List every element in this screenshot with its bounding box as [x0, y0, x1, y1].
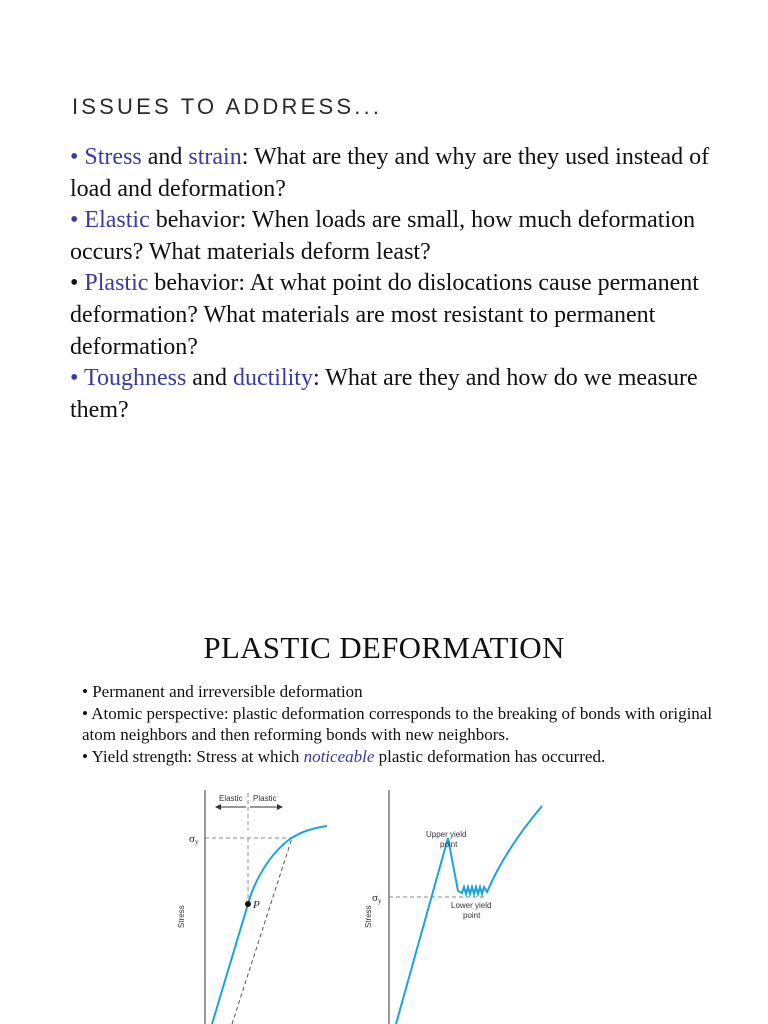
right-y-label: Stress: [364, 905, 373, 928]
issue-conjunction: and: [141, 144, 189, 170]
issue-bullet: •: [70, 144, 85, 170]
issue-bullet: •: [70, 207, 85, 234]
bullet-atomic: • Atomic perspective: plastic deformation corresponds to the breaking of bonds with original atom neighbors and then reforming bonds with new neighbors.: [82, 703, 713, 744]
term-stress: Stress: [84, 144, 142, 170]
bullet-yield-post: plastic deformation has occurred.: [374, 746, 606, 766]
upper-yield-label-line2: point: [440, 840, 458, 849]
left-sigma-label: σy: [189, 833, 199, 846]
term-plastic: Plastic: [84, 270, 149, 297]
term-toughness: Toughness: [83, 365, 187, 392]
issue-text: : What are they and why are they used instead of load and deformation?: [70, 144, 710, 202]
plastic-label: Plastic: [253, 794, 277, 803]
bullet-yield-emph: noticeable: [303, 746, 375, 766]
right-stress-strain-plot: [364, 790, 542, 1024]
issue-text: behavior: When loads are small, how much deformation occurs? What materials deform least?: [70, 207, 696, 265]
term-strain: strain: [188, 144, 242, 170]
issue-bullet: •: [70, 270, 85, 297]
issue-conjunction: and: [186, 365, 233, 392]
right-sigma-label: σy: [372, 892, 382, 905]
left-stress-curve: [212, 826, 327, 1024]
left-y-label: Stress: [177, 905, 186, 928]
term-elastic: Elastic: [84, 207, 150, 234]
bullet-permanent: • Permanent and irreversible deformation: [82, 682, 363, 701]
term-ductility: ductility: [232, 365, 313, 392]
upper-yield-label-line1: Upper yield: [426, 830, 467, 839]
issue-text: behavior: At what point do dislocations cause permanent deformation? What materials are most resistant to permanent deformation?: [70, 270, 699, 360]
lower-yield-label-line2: point: [463, 911, 481, 920]
left-stress-strain-plot: [177, 790, 327, 1024]
lower-yield-label-line1: Lower yield: [451, 901, 492, 910]
offset-line: [232, 838, 292, 1024]
point-p-label: P: [253, 899, 260, 911]
issue-bullet: •: [70, 365, 84, 392]
issues-heading: ISSUES TO ADDRESS...: [72, 94, 383, 119]
proportional-limit-point: [245, 901, 251, 907]
bullet-yield-pre: • Yield strength: Stress at which: [82, 746, 304, 766]
slide-title: PLASTIC DEFORMATION: [203, 630, 565, 665]
issue-text: : What are they and how do we measure them?: [70, 365, 698, 423]
elastic-label: Elastic: [219, 794, 243, 803]
